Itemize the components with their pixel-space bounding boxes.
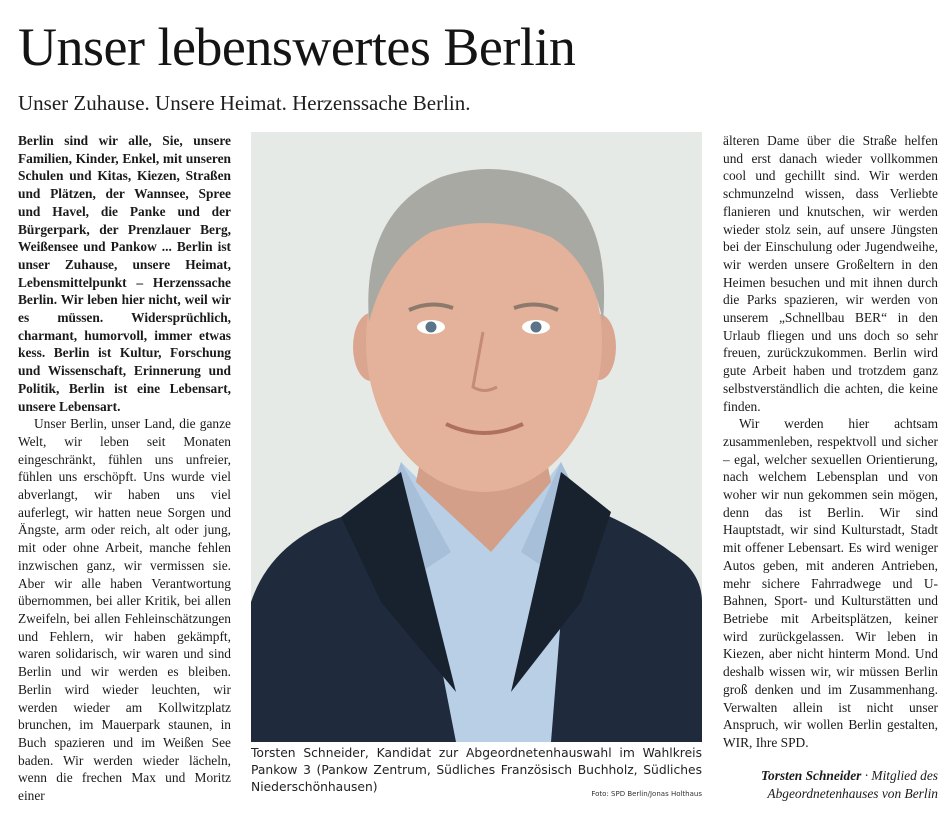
author-role: · Mitglied des Abgeordnetenhauses von Berlin [767, 768, 938, 801]
portrait-photo [251, 132, 702, 742]
headline: Unser lebenswertes Berlin [18, 17, 576, 77]
body-paragraph-2: Wir werden hier achtsam zusammenleben, respektvoll und sicher – egal, welcher sexuellen Orientierung, nach welchem Lebensplan und von woher wir nun gekommen sein mögen, denn das ist Berlin. Wir sind Hauptstadt, wir sind Kulturstadt, Stadt mit offener Lebensart. Es wird weniger Autos geben, mit anderen Antrieben, mehr sichere Fahrradwege und U-Bahnen, Sport- und Kulturstätten und Betriebe mit Arbeitsplätzen, keiner wird zurückgelassen. Wir leben in Kiezen, aber nicht hinterm Mond. Und deshalb wissen wir, wir müssen Berlin groß denken und im Zusammenhang. Verwalten allein ist nicht unser Anspruch, wir wollen Berlin gestalten, WIR, Ihre SPD. [723, 416, 938, 750]
lead-paragraph: Berlin sind wir alle, Sie, unsere Familien, Kinder, Enkel, mit unseren Schulen und Kitas, Kiezen, Straßen und Plätzen, der Wannsee, Spree und Havel, die Panke und der Bürgerpark, der Prenzlauer Berg, Weißensee und Pankow ... Berlin ist unser Zuhause, unsere Heimat, Lebensmittelpunkt – Herzenssache Berlin. Wir leben hier nicht, weil wir es müssen. Widersprüchlich, charmant, humorvoll, immer etwas kess. Berlin ist Kultur, Forschung und Wissenschaft, Erinnerung und Politik, Berlin ist eine Lebensart, unsere Lebensart. [18, 133, 231, 414]
author-name: Torsten Schneider [761, 768, 862, 783]
subheadline: Unser Zuhause. Unsere Heimat. Herzenssache Berlin. [18, 91, 471, 115]
body-paragraph-1: Unser Berlin, unser Land, die ganze Welt, wir leben seit Monaten eingeschränkt, fühlen uns unfreier, fühlen uns erschöpft. Uns wurde viel abverlangt, wir haben uns viel auferlegt, wir hatten neue Sorgen und Ängste, arm oder reich, alt oder jung, mit oder ohne Arbeit, manche fehlen inzwischen ganz, wir vermissen sie. Aber wir alle haben Verantwortung übernommen, bei aller Kritik, bei allen Zweifeln, bei allen Fehleinschätzungen und Fehlern, wir haben gekämpft, waren solidarisch, wir waren und sind Berlin und wir werden es bleiben. Berlin wird wieder leuchten, wir werden wieder am Kollwitzplatz brunchen, im Mauerpark staunen, in Buch spazieren und im Weißen See baden. Wir werden wieder lächeln, wenn die frechen Max und Moritz einer [18, 416, 231, 804]
body-paragraph-1-continued: älteren Dame über die Straße helfen und erst danach wieder vollkommen cool und gechillt sind. Wir werden schmunzelnd wissen, dass Verliebte flanieren und knutschen, wir werden wieder stolz sein, auf unsere Jüngsten bei der Einschulung oder Jugendweihe, wir werden unsere Großeltern in den Heimen besuchen und mit ihnen durch die Parks spazieren, wir werden von unserem „Schnellbau BER“ in den Urlaub fliegen und uns doch so sehr freuen, zurückzukommen. Berlin wird gute Arbeit haben und trotzdem ganz selbstverständlich die achten, die keine finden. [723, 133, 938, 414]
author-signature [723, 767, 938, 802]
article-column-left [18, 132, 231, 805]
article-column-right [723, 132, 938, 752]
photo-credit: Foto: SPD Berlin/Jonas Holthaus [591, 790, 702, 798]
photo-caption: Torsten Schneider, Kandidat zur Abgeordnetenhauswahl im Wahlkreis Pankow 3 (Pankow Zentrum, Südliches Französisch Buchholz, Südliches Niederschönhausen) [251, 746, 702, 794]
